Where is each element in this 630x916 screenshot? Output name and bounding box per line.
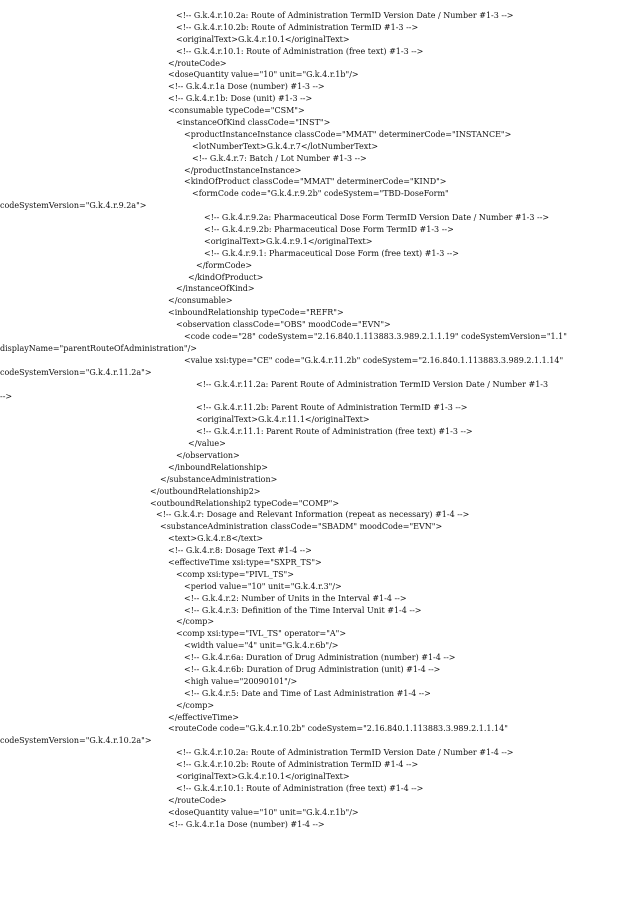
code-line: <code code="28" codeSystem="2.16.840.1.113883.3.989.2.1.1.19" codeSystemVersion="1.1" (184, 332, 567, 342)
code-line: <!-- G.k.4.r.1a Dose (number) #1-4 --> (168, 819, 325, 829)
code-line: </instanceOfKind> (176, 284, 255, 294)
code-line: <originalText>G.k.4.r.11.1</originalText> (196, 415, 370, 425)
code-line: <outboundRelationship2 typeCode="COMP"> (150, 498, 340, 508)
code-line: <!-- G.k.4.r.3: Definition of the Time Interval Unit #1-4 --> (184, 605, 422, 615)
code-line: <high value="20090101"/> (184, 676, 298, 686)
code-line: <instanceOfKind classCode="INST"> (176, 118, 331, 128)
code-line: <comp xsi:type="IVL_TS" operator="A"> (176, 629, 347, 639)
code-line: <period value="10" unit="G.k.4.r.3"/> (184, 581, 342, 591)
code-line: </consumable> (168, 296, 233, 306)
code-line: <!-- G.k.4.r.9.1: Pharmaceutical Dose Form (free text) #1-3 --> (204, 248, 459, 258)
code-line: <inboundRelationship typeCode="REFR"> (168, 308, 344, 318)
code-line: </routeCode> (168, 795, 227, 805)
code-line: <!-- G.k.4.r.8: Dosage Text #1-4 --> (168, 546, 312, 556)
code-line: codeSystemVersion="G.k.4.r.9.2a"> (0, 201, 147, 211)
code-line: <!-- G.k.4.r.9.2b: Pharmaceutical Dose Form TermID #1-3 --> (204, 225, 454, 235)
code-line: <!-- G.k.4.r: Dosage and Relevant Information (repeat as necessary) #1-4 --> (156, 510, 470, 520)
code-line: <!-- G.k.4.r.6a: Duration of Drug Administration (number) #1-4 --> (184, 653, 456, 663)
code-line: <!-- G.k.4.r.11.2b: Parent Route of Administration TermID #1-3 --> (196, 403, 468, 413)
code-line: <!-- G.k.4.r.10.2b: Route of Administration TermID #1-4 --> (176, 760, 419, 770)
code-line: <effectiveTime xsi:type="SXPR_TS"> (168, 557, 322, 567)
code-line: <width value="4" unit="G.k.4.r.6b"/> (184, 641, 339, 651)
code-line: <kindOfProduct classCode="MMAT" determinerCode="KIND"> (184, 177, 447, 187)
code-line: <doseQuantity value="10" unit="G.k.4.r.1b"/> (168, 70, 359, 80)
code-line: </comp> (176, 700, 215, 710)
code-line: </observation> (176, 450, 240, 460)
code-line: displayName="parentRouteOfAdministration"/> (0, 343, 197, 353)
code-line: <!-- G.k.4.r.5: Date and Time of Last Administration #1-4 --> (184, 688, 431, 698)
code-line: <originalText>G.k.4.r.10.1</originalText> (176, 772, 350, 781)
code-line: <originalText>G.k.4.r.10.1</originalText> (176, 34, 350, 44)
code-line: <!-- G.k.4.r.11.1: Parent Route of Administration (free text) #1-3 --> (196, 427, 473, 437)
code-line: <substanceAdministration classCode="SBADM" moodCode="EVN"> (160, 522, 443, 532)
code-line: <consumable typeCode="CSM"> (168, 106, 305, 116)
code-line: <originalText>G.k.4.r.9.1</originalText> (204, 236, 373, 246)
code-line: </effectiveTime> (168, 712, 239, 722)
code-line: <observation classCode="OBS" moodCode="EVN"> (176, 320, 391, 330)
code-line: codeSystemVersion="G.k.4.r.11.2a"> (0, 367, 152, 377)
code-line: <formCode code="G.k.4.r.9.2b" codeSystem="TBD-DoseForm" (192, 189, 449, 199)
code-line: <!-- G.k.4.r.9.2a: Pharmaceutical Dose Form TermID Version Date / Number #1-3 --> (204, 213, 550, 223)
code-line: <!-- G.k.4.r.7: Batch / Lot Number #1-3 --> (192, 153, 367, 163)
code-line: </inboundRelationship> (168, 462, 268, 472)
code-line: <!-- G.k.4.r.10.2a: Route of Administration TermID Version Date / Number #1-3 --> (176, 11, 514, 20)
code-line: </outboundRelationship2> (150, 486, 261, 496)
code-line: </value> (188, 439, 226, 449)
code-line: </routeCode> (168, 58, 227, 68)
code-line: <!-- G.k.4.r.2: Number of Units in the Interval #1-4 --> (184, 593, 407, 603)
code-line: <!-- G.k.4.r.10.2b: Route of Administration TermID #1-3 --> (176, 22, 419, 32)
code-line: <!-- G.k.4.r.11.2a: Parent Route of Administration TermID Version Date / Number #1-3 (196, 379, 549, 389)
code-line: </kindOfProduct> (188, 272, 264, 282)
xml-code-listing (0, 10, 630, 830)
code-line: </formCode> (196, 260, 253, 270)
code-line: <doseQuantity value="10" unit="G.k.4.r.1b"/> (168, 807, 359, 817)
code-line: </comp> (176, 617, 215, 627)
code-line: <!-- G.k.4.r.6b: Duration of Drug Administration (unit) #1-4 --> (184, 664, 441, 674)
code-line: <lotNumberText>G.k.4.r.7</lotNumberText> (192, 141, 379, 151)
code-line: <text>G.k.4.r.8</text> (168, 534, 264, 544)
code-line: <!-- G.k.4.r.1b: Dose (unit) #1-3 --> (168, 94, 313, 104)
code-line: codeSystemVersion="G.k.4.r.10.2a"> (0, 736, 152, 746)
code-line: <!-- G.k.4.r.10.2a: Route of Administration TermID Version Date / Number #1-4 --> (176, 748, 514, 758)
code-line: <routeCode code="G.k.4.r.10.2b" codeSystem="2.16.840.1.113883.3.989.2.1.1.14" (168, 724, 508, 734)
code-line: <!-- G.k.4.r.10.1: Route of Administration (free text) #1-4 --> (176, 783, 424, 793)
code-line: <!-- G.k.4.r.10.1: Route of Administration (free text) #1-3 --> (176, 46, 424, 56)
code-line: <productInstanceInstance classCode="MMAT" determinerCode="INSTANCE"> (184, 129, 512, 139)
code-line: </productInstanceInstance> (184, 165, 302, 175)
code-line: --> (0, 391, 13, 401)
code-line: </substanceAdministration> (160, 474, 278, 484)
code-line: <comp xsi:type="PIVL_TS"> (176, 569, 294, 579)
code-line: <value xsi:type="CE" code="G.k.4.r.11.2b" codeSystem="2.16.840.1.113883.3.989.2.1.1.14" (184, 355, 564, 365)
code-line: <!-- G.k.4.r.1a Dose (number) #1-3 --> (168, 82, 325, 92)
